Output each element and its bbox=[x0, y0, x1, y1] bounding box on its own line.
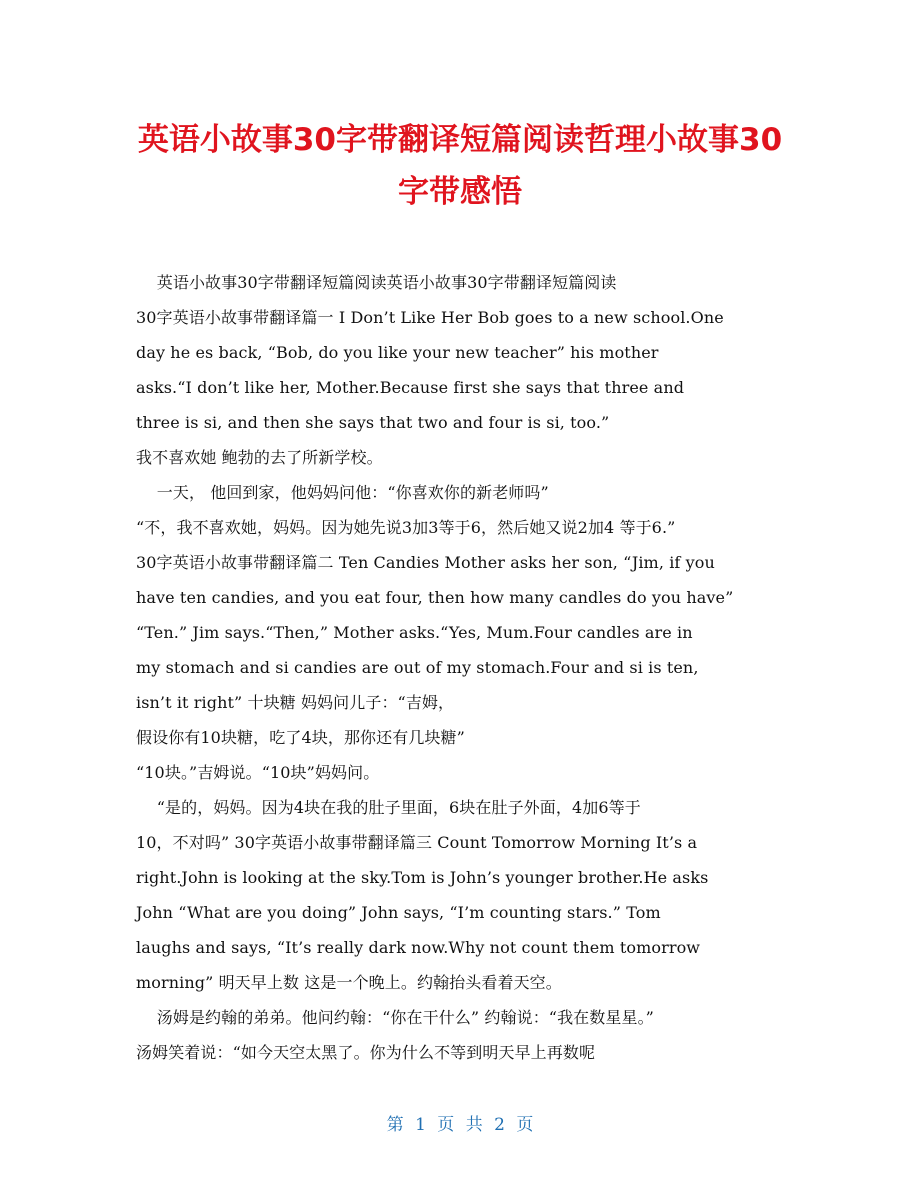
body-line: 汤姆是约翰的弟弟。他问约翰：“你在干什么” 约翰说：“我在数星星。” bbox=[136, 1008, 654, 1027]
body-line: “是的，妈妈。因为4块在我的肚子里面，6块在肚子外面，4加6等于 bbox=[136, 798, 641, 817]
body-line: “Ten.” Jim says.“Then,” Mother asks.“Yes, Mum.Four candles are in bbox=[136, 623, 693, 642]
body-line: 30字英语小故事带翻译篇一 I Don’t Like Her Bob goes to a new school.One bbox=[136, 308, 724, 327]
body-line: 假设你有10块糖，吃了4块，那你还有几块糖” bbox=[136, 728, 465, 747]
document-title bbox=[110, 114, 810, 218]
body-line: 10，不对吗” 30字英语小故事带翻译篇三 Count Tomorrow Morning It’s a bbox=[136, 833, 698, 852]
page-number: 第 1 页 共 2 页 bbox=[386, 1115, 534, 1135]
body-line: 我不喜欢她 鲍勃的去了所新学校。 bbox=[136, 448, 383, 467]
body-line: right.John is looking at the sky.Tom is John’s younger brother.He asks bbox=[136, 868, 709, 887]
body-line: asks.“I don’t like her, Mother.Because first she says that three and bbox=[136, 378, 685, 397]
body-line: 英语小故事30字带翻译短篇阅读英语小故事30字带翻译短篇阅读 bbox=[136, 273, 617, 292]
body-line: 汤姆笑着说：“如今天空太黑了。你为什么不等到明天早上再数呢 bbox=[136, 1043, 596, 1062]
body-line: 30字英语小故事带翻译篇二 Ten Candies Mother asks her son, “Jim, if you bbox=[136, 553, 715, 572]
body-line: “10块。”吉姆说。“10块”妈妈问。 bbox=[136, 763, 380, 782]
body-line: morning” 明天早上数 这是一个晚上。约翰抬头看着天空。 bbox=[136, 973, 562, 992]
body-line: three is si, and then she says that two and four is si, too.” bbox=[136, 413, 610, 432]
body-line: John “What are you doing” John says, “I’m counting stars.” Tom bbox=[136, 903, 661, 922]
body-line: “不，我不喜欢她，妈妈。因为她先说3加3等于6，然后她又说2加4 等于6.” bbox=[136, 518, 676, 537]
body-line: day he es back, “Bob, do you like your new teacher” his mother bbox=[136, 343, 659, 362]
body-line: my stomach and si candies are out of my stomach.Four and si is ten, bbox=[136, 658, 699, 677]
body-line: have ten candies, and you eat four, then how many candles do you have” bbox=[136, 588, 734, 607]
body-line: isn’t it right” 十块糖 妈妈问儿子：“吉姆， bbox=[136, 693, 455, 712]
body-line: laughs and says, “It’s really dark now.Why not count them tomorrow bbox=[136, 938, 701, 957]
title-line-1: 英语小故事30字带翻译短篇阅读哲理小故事30 bbox=[137, 122, 783, 158]
body-line: 一天， 他回到家，他妈妈问他：“你喜欢你的新老师吗” bbox=[136, 483, 549, 502]
title-line-2: 字带感悟 bbox=[398, 174, 522, 210]
